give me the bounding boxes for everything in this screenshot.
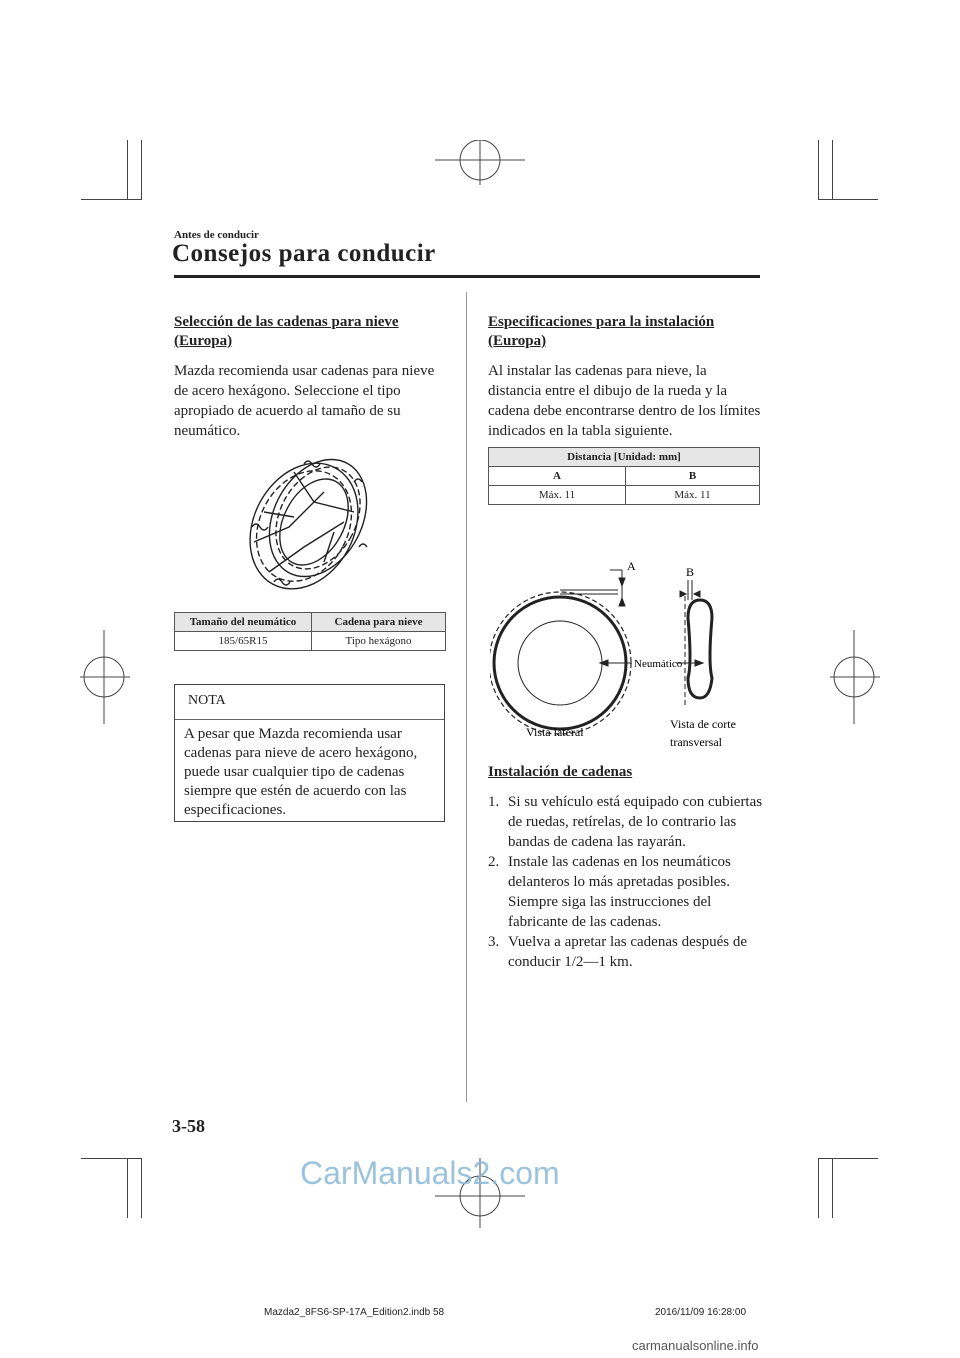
distance-table [488, 447, 760, 505]
table-caption: Distancia [Unidad: mm] [489, 448, 760, 467]
table-cell: Máx. 11 [626, 486, 760, 505]
snow-chain-selection-heading: Selección de las cadenas para nieve (Europa) [174, 314, 399, 349]
column-divider [466, 292, 467, 1102]
snow-chain-illustration [234, 452, 384, 594]
tire-clearance-diagram [490, 556, 760, 752]
install-steps [488, 792, 763, 972]
label-b: B [686, 565, 695, 579]
table-cell: Máx. 11 [489, 486, 626, 505]
install-heading: Instalación de cadenas [488, 764, 633, 780]
table-header: Tamaño del neumático [175, 613, 312, 632]
label-cross-section-1: Vista de corte [670, 717, 736, 731]
title-rule [174, 275, 760, 278]
table-header: A [489, 467, 626, 486]
install-section [488, 763, 763, 972]
list-item: 1. Si su vehículo está equipado con cubiertas de ruedas, retírelas, de lo contrario las bandas de cadena las rayarán. [488, 794, 763, 850]
print-timestamp: 2016/11/09 16:28:00 [655, 1307, 747, 1318]
right-column [488, 313, 763, 441]
table-header: B [626, 467, 760, 486]
list-item: 2. Instale las cadenas en los neumáticos delanteros lo más apretadas posibles. Siempre siga las instrucciones del fabricante de las cadenas. [488, 854, 731, 930]
table-row [175, 632, 446, 651]
registration-mark-right [830, 630, 880, 724]
label-a: A [627, 559, 636, 573]
table-cell: 185/65R15 [175, 632, 312, 651]
tire-chain-table [174, 612, 446, 651]
installation-spec-text: Al instalar las cadenas para nieve, la distancia entre el dibujo de la rueda y la cadena debe encontrarse dentro de los límites indicados en la tabla siguiente. [488, 363, 761, 439]
file-info: Mazda2_8FS6-SP-17A_Edition2.indb 58 [264, 1307, 445, 1318]
watermark: CarManuals2.com [300, 1155, 560, 1191]
table-cell: Tipo hexágono [312, 632, 446, 651]
page-title: Consejos para conducir [172, 240, 436, 267]
note-divider [175, 719, 444, 720]
registration-mark-left [80, 630, 130, 724]
page-number: 3-58 [172, 1116, 205, 1136]
snow-chain-selection-text: Mazda recomienda usar cadenas para nieve de acero hexágono. Seleccione el tipo apropiado de acuerdo al tamaño de su neumático. [174, 363, 435, 439]
note-title: NOTA [188, 693, 226, 708]
registration-mark-top [435, 140, 525, 230]
label-tire: Neumático [634, 658, 683, 670]
bottom-watermark: carmanualsonline.info [632, 1338, 759, 1353]
table-row [489, 486, 760, 505]
note-text: A pesar que Mazda recomienda usar cadenas para nieve de acero hexágono, puede usar cualquier tipo de cadenas siempre que estén de acuerdo con las especificaciones. [184, 726, 418, 818]
label-side-view: Vista lateral [526, 725, 584, 739]
note-box [174, 684, 445, 822]
left-column [174, 313, 449, 441]
table-header: Cadena para nieve [312, 613, 446, 632]
list-item: 3. Vuelva a apretar las cadenas después de conducir 1/2—1 km. [488, 934, 747, 970]
installation-spec-heading: Especificaciones para la instalación (Europa) [488, 314, 715, 349]
label-cross-section-2: transversal [670, 735, 722, 749]
section-label: Antes de conducir [174, 229, 259, 241]
